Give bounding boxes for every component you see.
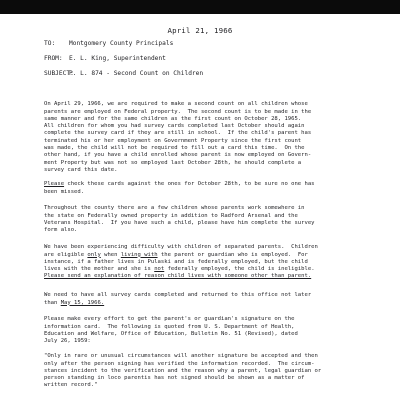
body-line: Education and Welfare, Office of Education, Bulletin No. 51 (Revised), dated (44, 330, 298, 337)
body-line: form also. (44, 227, 78, 234)
body-line: parents are employed on Federal property. The second count is to be made in the (44, 108, 312, 115)
body-line: been missed. (44, 188, 85, 195)
body-line-text: the parent or guardian who is employed. For (157, 251, 308, 258)
body-line-text: than (44, 299, 61, 306)
body-line: Please make every effort to get the parent's or guardian's signature on the (44, 316, 295, 323)
body-line-text: when (100, 251, 121, 258)
body-line-text: lives with the mother and she is (44, 266, 155, 273)
body-line: other hand, if you have a child enrolled whose parent is now employed on Govern- (44, 152, 312, 159)
living-with-underlined: living with (120, 251, 158, 258)
please-underlined: Please (44, 181, 65, 188)
body-line: stances incident to the verification and the reason why a parent, legal guardian or (44, 367, 322, 374)
body-line: ment Property but was not so employed last October 28th, he should complete a (44, 159, 302, 166)
body-line: information card. The following is quoted from U. S. Department of Health, (44, 323, 295, 330)
deadline-date-underlined: May 15, 1966. (60, 299, 105, 306)
header-to (44, 40, 173, 47)
body-line: We need to have all survey cards completed and returned to this office not later (44, 292, 312, 299)
body-line-text: federally employed, the child is ineligible. (164, 266, 315, 273)
only-underlined: only (87, 251, 101, 258)
body-line: "Only in rare or unusual circumstances will another signature be accepted and then (44, 353, 318, 360)
body-line (44, 181, 374, 188)
body-line: instance, if a father lives in Pulaski and is federally employed, but the child (44, 258, 308, 265)
body-line (44, 266, 374, 273)
not-underlined: not (154, 266, 165, 273)
header-subject (44, 70, 203, 77)
paragraph-quote (44, 346, 374, 404)
body-line: On April 29, 1966, we are required to make a second count on all children whose (44, 101, 308, 108)
body-line: Veterans Hospital. If you have such a child, please have him complete the survey (44, 219, 315, 226)
header-to-value: Montgomery County Principals (69, 40, 174, 47)
header-subject-label: SUBJECT: (44, 70, 74, 77)
body-line-text: are eligible (44, 251, 88, 258)
memo-date: April 21, 1966 (167, 26, 233, 35)
body-line: same manner and for the same children as the first count on October 28, 1965. (44, 115, 302, 122)
body-line: only after the person signing has verified the information recorded. The circum- (44, 360, 315, 367)
scan-top-border (0, 0, 400, 14)
body-line: Throughout the county there are a few children whose parents work somewhere in (44, 205, 305, 212)
body-line: person standing in loco parentis has not signed should be shown as a matter of (44, 375, 305, 382)
body-line: written record." (44, 382, 98, 389)
header-from-label: FROM: (44, 55, 63, 62)
body-line: All children for whom you had survey cards completed last October should again (44, 123, 305, 130)
body-line (44, 300, 374, 307)
body-line-text: check these cards against the ones for October 28th, to be sure no one has (64, 181, 315, 188)
body-line: the state on Federally owned property in addition to Radford Arsenal and the (44, 212, 298, 219)
header-subject-value: P. L. 874 - Second Count on Children (69, 70, 204, 77)
header-from (44, 55, 166, 62)
body-line: complete the survey card if they are still in school. If the child's parent has (44, 130, 312, 137)
body-line (44, 252, 374, 259)
body-line: survey card this date. (44, 166, 118, 173)
body-line: terminated his or her employment on Government Property since the first count (44, 137, 302, 144)
header-from-value: E. L. King, Superintendent (69, 55, 166, 62)
header-to-label: TO: (44, 40, 56, 47)
body-line: was made, the child will not be required to fill out a card this time. On the (44, 145, 305, 152)
body-line-underlined: Please send an explanation of reason child lives with someone other than parent. (44, 273, 312, 280)
body-line: July 26, 1959: (44, 338, 91, 345)
body-line: We have been experiencing difficulty with children of separated parents. Children (44, 244, 318, 251)
